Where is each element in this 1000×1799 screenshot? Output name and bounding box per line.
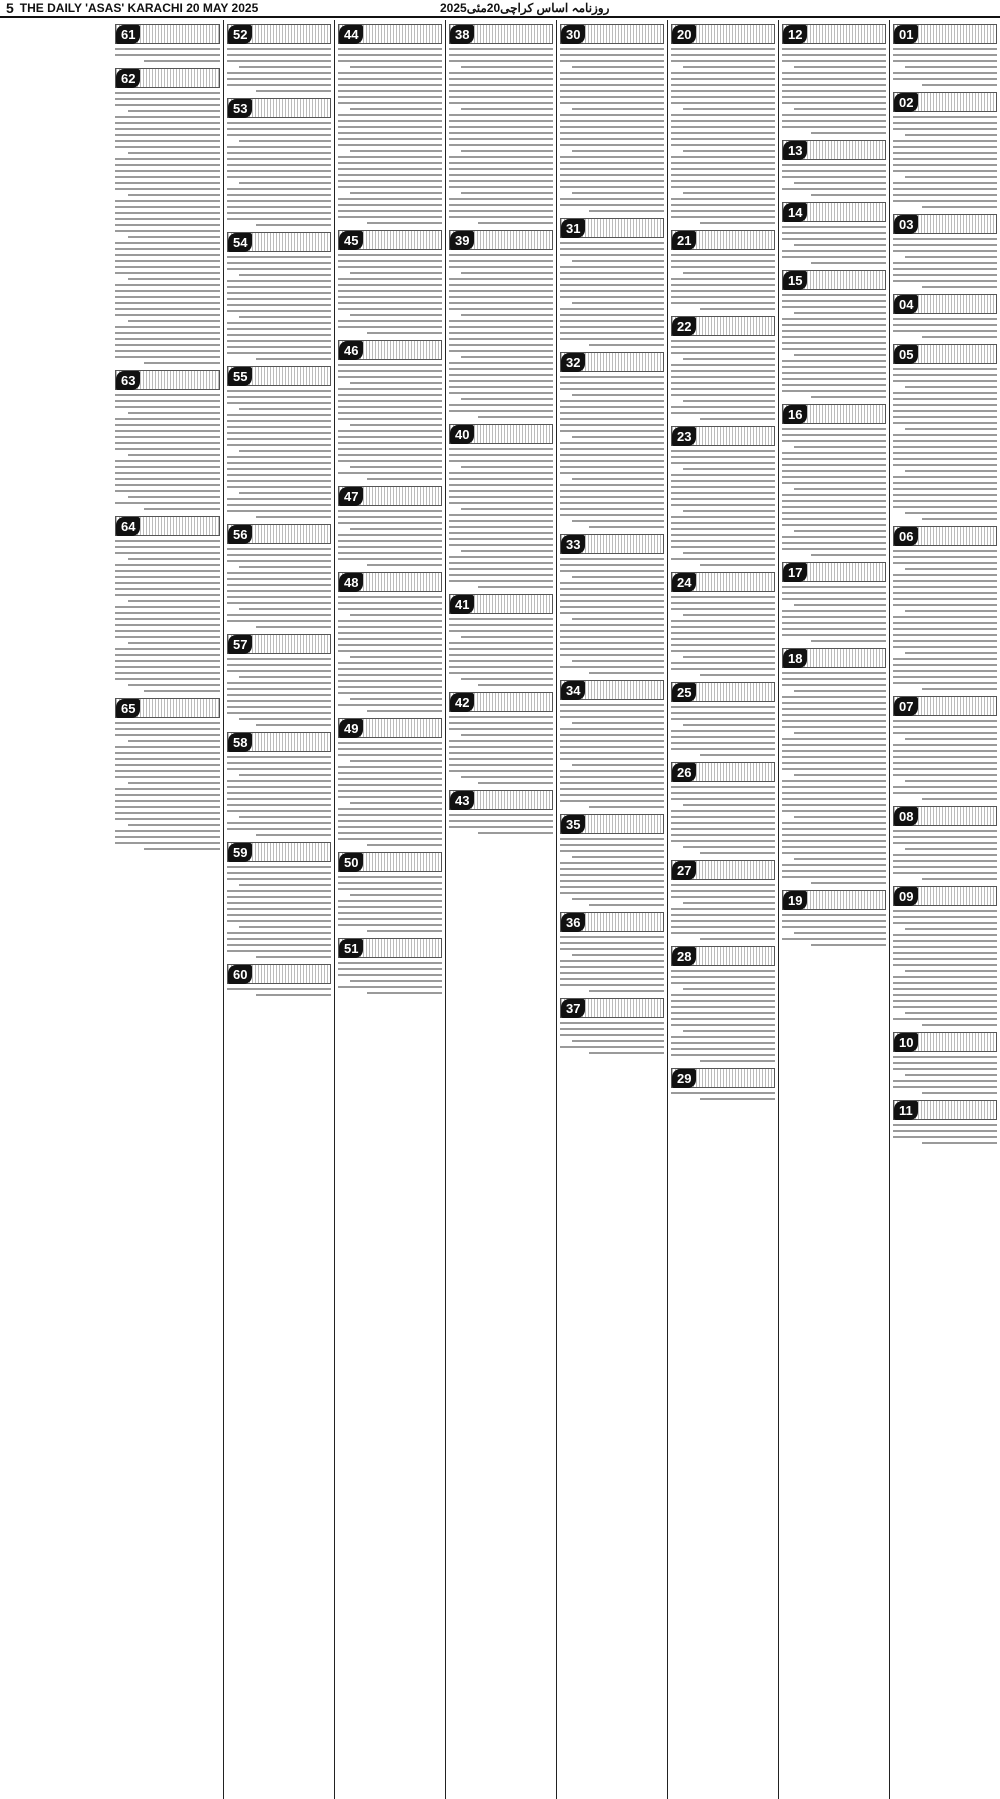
item-text-lines <box>115 48 220 62</box>
item-text-lines <box>782 226 886 264</box>
news-item <box>227 732 331 836</box>
item-header <box>671 426 775 446</box>
item-header <box>782 24 886 44</box>
item-number-badge: 30 <box>561 25 585 44</box>
item-number-badge: 39 <box>450 231 474 250</box>
item-number-badge: 52 <box>228 25 252 44</box>
news-column <box>889 20 1000 1799</box>
news-item <box>782 24 886 134</box>
item-text-lines <box>671 450 775 566</box>
item-header <box>560 680 664 700</box>
news-item <box>782 202 886 264</box>
item-header <box>560 352 664 372</box>
item-header <box>115 370 220 390</box>
item-text-lines <box>560 1022 664 1054</box>
item-number-badge: 16 <box>783 405 807 424</box>
item-text-lines <box>115 722 220 850</box>
item-number-badge: 01 <box>894 25 918 44</box>
item-text-lines <box>227 988 331 996</box>
item-header <box>893 526 997 546</box>
item-text-lines <box>893 550 997 690</box>
item-number-badge: 08 <box>894 807 918 826</box>
item-number-badge: 54 <box>228 233 252 252</box>
item-header <box>782 404 886 424</box>
item-text-lines <box>893 720 997 800</box>
item-header <box>782 890 886 910</box>
news-item <box>227 634 331 726</box>
item-text-lines <box>671 786 775 854</box>
news-item <box>893 886 997 1026</box>
item-number-badge: 61 <box>116 25 140 44</box>
news-item <box>449 692 553 784</box>
news-item <box>671 762 775 854</box>
item-text-lines <box>338 364 442 480</box>
news-item <box>560 998 664 1054</box>
item-header <box>893 1100 997 1120</box>
news-item <box>560 24 664 212</box>
item-header <box>782 648 886 668</box>
item-header <box>338 938 442 958</box>
news-item <box>893 24 997 86</box>
news-item <box>671 316 775 420</box>
masthead-title: THE DAILY 'ASAS' KARACHI 20 MAY 2025 <box>19 1 259 15</box>
news-item <box>449 594 553 686</box>
item-text-lines <box>227 122 331 226</box>
item-number-badge: 53 <box>228 99 252 118</box>
item-header <box>338 340 442 360</box>
item-text-lines <box>782 914 886 946</box>
item-header <box>338 230 442 250</box>
item-number-badge: 56 <box>228 525 252 544</box>
item-text-lines <box>227 548 331 628</box>
item-header <box>893 886 997 906</box>
item-text-lines <box>115 540 220 692</box>
item-header <box>227 634 331 654</box>
item-number-badge: 64 <box>116 517 140 536</box>
item-text-lines <box>560 704 664 808</box>
item-number-badge: 55 <box>228 367 252 386</box>
news-item <box>782 890 886 946</box>
item-text-lines <box>560 242 664 346</box>
item-header <box>115 24 220 44</box>
item-header <box>560 24 664 44</box>
item-text-lines <box>671 706 775 756</box>
item-number-badge: 37 <box>561 999 585 1018</box>
item-number-badge: 12 <box>783 25 807 44</box>
item-text-lines <box>893 238 997 288</box>
item-number-badge: 31 <box>561 219 585 238</box>
item-header <box>893 1032 997 1052</box>
item-header <box>338 24 442 44</box>
item-header <box>449 692 553 712</box>
item-number-badge: 60 <box>228 965 252 984</box>
news-item <box>115 516 220 692</box>
item-header <box>449 230 553 250</box>
item-number-badge: 23 <box>672 427 696 446</box>
news-item <box>115 24 220 62</box>
news-item <box>227 24 331 92</box>
item-number-badge: 58 <box>228 733 252 752</box>
news-item <box>893 806 997 880</box>
news-item <box>338 340 442 480</box>
item-header <box>449 424 553 444</box>
news-item <box>227 842 331 958</box>
item-number-badge: 63 <box>116 371 140 390</box>
item-text-lines <box>893 830 997 880</box>
item-number-badge: 43 <box>450 791 474 810</box>
item-number-badge: 48 <box>339 573 363 592</box>
news-item <box>671 24 775 224</box>
news-item <box>227 366 331 518</box>
item-header <box>227 366 331 386</box>
item-text-lines <box>782 164 886 196</box>
item-number-badge: 32 <box>561 353 585 372</box>
item-text-lines <box>893 368 997 520</box>
news-item <box>560 814 664 906</box>
item-text-lines <box>893 116 997 208</box>
item-header <box>560 912 664 932</box>
item-header <box>560 814 664 834</box>
item-number-badge: 65 <box>116 699 140 718</box>
news-item <box>671 860 775 940</box>
news-item <box>449 424 553 588</box>
item-header <box>115 516 220 536</box>
item-header <box>338 486 442 506</box>
item-text-lines <box>338 510 442 566</box>
item-header <box>782 270 886 290</box>
item-header <box>338 572 442 592</box>
news-column <box>445 20 556 1799</box>
item-text-lines <box>449 254 553 418</box>
item-header <box>893 696 997 716</box>
item-number-badge: 29 <box>672 1069 696 1088</box>
item-header <box>227 232 331 252</box>
item-number-badge: 13 <box>783 141 807 160</box>
item-text-lines <box>560 48 664 212</box>
item-header <box>671 572 775 592</box>
item-header <box>449 594 553 614</box>
item-number-badge: 28 <box>672 947 696 966</box>
item-header <box>671 24 775 44</box>
masthead <box>0 0 1000 18</box>
item-text-lines <box>338 876 442 932</box>
item-text-lines <box>893 1056 997 1094</box>
item-text-lines <box>782 48 886 134</box>
news-item <box>560 352 664 528</box>
item-number-badge: 24 <box>672 573 696 592</box>
masthead-urdu-title: روزنامہ اساس کراچی20مئی2025 <box>440 1 610 15</box>
item-text-lines <box>227 866 331 958</box>
item-text-lines <box>893 318 997 338</box>
item-number-badge: 47 <box>339 487 363 506</box>
news-column <box>556 20 667 1799</box>
news-item <box>671 230 775 310</box>
news-item <box>338 486 442 566</box>
item-header <box>671 230 775 250</box>
item-number-badge: 51 <box>339 939 363 958</box>
item-text-lines <box>560 558 664 674</box>
item-number-badge: 33 <box>561 535 585 554</box>
news-item <box>338 24 442 224</box>
news-column <box>223 20 334 1799</box>
news-item <box>560 218 664 346</box>
item-number-badge: 45 <box>339 231 363 250</box>
news-column <box>778 20 889 1799</box>
item-number-badge: 09 <box>894 887 918 906</box>
item-text-lines <box>338 48 442 224</box>
item-text-lines <box>560 376 664 528</box>
item-text-lines <box>449 448 553 588</box>
item-text-lines <box>893 910 997 1026</box>
item-text-lines <box>227 658 331 726</box>
item-header <box>338 718 442 738</box>
item-number-badge: 07 <box>894 697 918 716</box>
item-text-lines <box>560 838 664 906</box>
item-text-lines <box>115 92 220 364</box>
item-header <box>115 68 220 88</box>
item-text-lines <box>227 390 331 518</box>
item-text-lines <box>449 618 553 686</box>
item-number-badge: 02 <box>894 93 918 112</box>
news-item <box>338 938 442 994</box>
item-text-lines <box>449 716 553 784</box>
item-number-badge: 20 <box>672 25 696 44</box>
item-number-badge: 46 <box>339 341 363 360</box>
item-text-lines <box>671 884 775 940</box>
item-header <box>449 790 553 810</box>
item-number-badge: 34 <box>561 681 585 700</box>
news-item <box>227 524 331 628</box>
item-number-badge: 14 <box>783 203 807 222</box>
item-number-badge: 21 <box>672 231 696 250</box>
item-header <box>782 562 886 582</box>
item-number-badge: 26 <box>672 763 696 782</box>
item-text-lines <box>782 428 886 556</box>
item-text-lines <box>671 596 775 676</box>
news-item <box>227 232 331 360</box>
item-header <box>782 140 886 160</box>
item-header <box>338 852 442 872</box>
item-text-lines <box>338 962 442 994</box>
item-header <box>893 92 997 112</box>
item-header <box>671 1068 775 1088</box>
news-item <box>893 214 997 288</box>
item-header <box>560 534 664 554</box>
item-text-lines <box>227 756 331 836</box>
item-number-badge: 06 <box>894 527 918 546</box>
news-item <box>227 964 331 996</box>
item-header <box>671 762 775 782</box>
item-header <box>893 24 997 44</box>
item-number-badge: 19 <box>783 891 807 910</box>
news-item <box>893 92 997 208</box>
item-number-badge: 49 <box>339 719 363 738</box>
news-item <box>338 718 442 846</box>
news-item <box>560 534 664 674</box>
item-header <box>560 998 664 1018</box>
item-text-lines <box>893 1124 997 1144</box>
item-number-badge: 17 <box>783 563 807 582</box>
item-header <box>227 964 331 984</box>
item-header <box>227 98 331 118</box>
item-text-lines <box>893 48 997 86</box>
news-item <box>671 572 775 676</box>
item-number-badge: 27 <box>672 861 696 880</box>
item-header <box>893 294 997 314</box>
item-header <box>782 202 886 222</box>
item-header <box>671 860 775 880</box>
item-number-badge: 62 <box>116 69 140 88</box>
item-number-badge: 15 <box>783 271 807 290</box>
news-item <box>671 682 775 756</box>
news-item <box>449 24 553 224</box>
item-number-badge: 05 <box>894 345 918 364</box>
item-number-badge: 03 <box>894 215 918 234</box>
item-number-badge: 38 <box>450 25 474 44</box>
item-text-lines <box>338 254 442 334</box>
item-header <box>449 24 553 44</box>
news-item <box>115 698 220 850</box>
page-number: 5 <box>6 0 14 16</box>
item-number-badge: 18 <box>783 649 807 668</box>
news-item <box>115 68 220 364</box>
item-text-lines <box>671 340 775 420</box>
news-item <box>782 404 886 556</box>
news-item <box>782 140 886 196</box>
item-text-lines <box>782 294 886 398</box>
item-text-lines <box>671 1092 775 1100</box>
news-item <box>893 1100 997 1144</box>
news-item <box>893 294 997 338</box>
news-item <box>227 98 331 226</box>
news-item <box>115 370 220 510</box>
news-column <box>334 20 445 1799</box>
item-header <box>227 24 331 44</box>
news-item <box>671 946 775 1062</box>
item-text-lines <box>671 48 775 224</box>
item-number-badge: 11 <box>894 1101 918 1120</box>
news-item <box>671 1068 775 1100</box>
item-number-badge: 35 <box>561 815 585 834</box>
item-header <box>227 732 331 752</box>
item-text-lines <box>671 254 775 310</box>
item-number-badge: 04 <box>894 295 918 314</box>
news-item <box>782 562 886 642</box>
news-item <box>893 344 997 520</box>
item-text-lines <box>338 596 442 712</box>
news-item <box>893 526 997 690</box>
item-header <box>560 218 664 238</box>
item-text-lines <box>560 936 664 992</box>
item-header <box>671 682 775 702</box>
news-item <box>338 230 442 334</box>
item-text-lines <box>782 586 886 642</box>
news-item <box>338 572 442 712</box>
item-text-lines <box>338 742 442 846</box>
item-text-lines <box>449 48 553 224</box>
item-number-badge: 59 <box>228 843 252 862</box>
item-text-lines <box>671 970 775 1062</box>
news-columns <box>0 20 1000 1799</box>
item-text-lines <box>782 672 886 884</box>
news-item <box>449 790 553 834</box>
item-text-lines <box>227 48 331 92</box>
news-item <box>449 230 553 418</box>
item-number-badge: 10 <box>894 1033 918 1052</box>
item-header <box>227 524 331 544</box>
item-number-badge: 22 <box>672 317 696 336</box>
news-item <box>782 270 886 398</box>
item-header <box>893 214 997 234</box>
item-number-badge: 25 <box>672 683 696 702</box>
item-header <box>115 698 220 718</box>
item-number-badge: 36 <box>561 913 585 932</box>
item-number-badge: 44 <box>339 25 363 44</box>
item-number-badge: 41 <box>450 595 474 614</box>
item-number-badge: 42 <box>450 693 474 712</box>
item-header <box>671 946 775 966</box>
news-item <box>893 1032 997 1094</box>
news-column <box>667 20 778 1799</box>
item-number-badge: 50 <box>339 853 363 872</box>
item-text-lines <box>449 814 553 834</box>
item-header <box>671 316 775 336</box>
news-item <box>560 912 664 992</box>
news-column <box>112 20 223 1799</box>
item-header <box>893 344 997 364</box>
news-item <box>893 696 997 800</box>
news-item <box>338 852 442 932</box>
news-item <box>671 426 775 566</box>
news-item <box>560 680 664 808</box>
item-header <box>227 842 331 862</box>
item-number-badge: 40 <box>450 425 474 444</box>
item-header <box>893 806 997 826</box>
news-item <box>782 648 886 884</box>
item-text-lines <box>227 256 331 360</box>
item-text-lines <box>115 394 220 510</box>
item-number-badge: 57 <box>228 635 252 654</box>
